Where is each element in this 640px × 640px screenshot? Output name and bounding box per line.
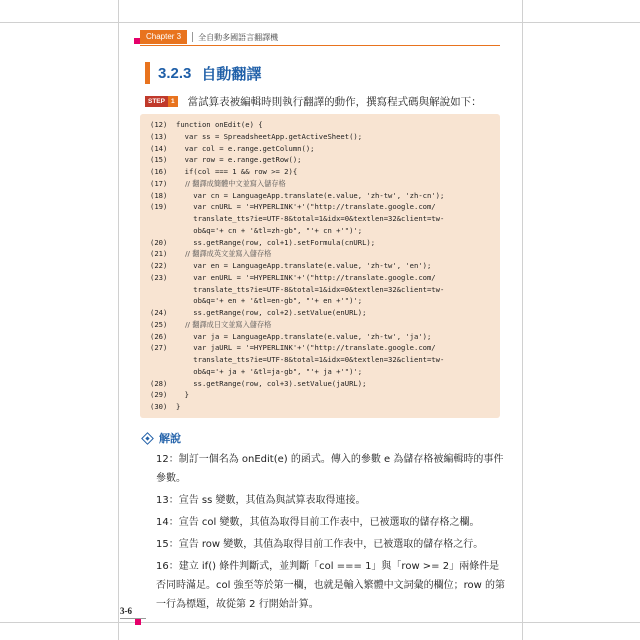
code-line <box>150 378 444 390</box>
code-line-number: (16) <box>150 167 168 176</box>
code-line <box>150 307 444 319</box>
code-line-number: (23) <box>150 272 168 282</box>
code-line <box>150 213 444 225</box>
code-line <box>150 237 444 249</box>
code-text: var cn = LanguageApp.translate(e.value, 'zh-tw', 'zh-cn'); <box>176 190 445 200</box>
explanation-item: 15：宣告 row 變數，其值為取得目前工作表中，已被選取的儲存格之行。 <box>156 539 484 550</box>
code-line <box>150 389 444 401</box>
code-line-number <box>150 225 176 237</box>
header-separator <box>192 32 193 42</box>
code-text: function onEdit(e) { <box>176 120 263 129</box>
step-text: 當試算表被編輯時則執行翻譯的動作，撰寫程式碼與解說如下： <box>187 96 482 108</box>
header-rule <box>140 45 500 46</box>
code-text: var enURL = '=HYPERLINK'+'("http://translate.google.com/ <box>176 272 436 282</box>
code-line <box>150 342 444 354</box>
running-header <box>140 30 278 44</box>
code-line-number: (29) <box>150 390 168 400</box>
code-line-number: (18) <box>150 190 168 200</box>
code-line-number: (15) <box>150 155 168 165</box>
code-line-number: (27) <box>150 343 168 353</box>
code-line-number: (20) <box>150 237 168 247</box>
frame-line-bottom <box>0 622 640 623</box>
code-line <box>150 178 444 190</box>
code-text: var row = e.range.getRow(); <box>176 155 302 165</box>
code-line <box>150 190 444 202</box>
crop-mark-bottom <box>135 619 141 625</box>
code-text: ss.getRange(row, col+1).setFormula(cnURL); <box>176 237 376 247</box>
code-line <box>150 248 444 260</box>
code-line-number <box>150 213 176 225</box>
code-text: if(col === 1 && row >= 2){ <box>176 167 298 176</box>
code-text: ss.getRange(row, col+3).setValue(jaURL); <box>176 378 367 388</box>
code-listing <box>150 119 444 413</box>
section-bar <box>145 62 150 84</box>
code-text: var en = LanguageApp.translate(e.value, 'zh-tw', 'en'); <box>176 261 432 270</box>
explanation-heading <box>141 430 181 446</box>
code-line-number <box>150 354 176 366</box>
frame-line-right <box>522 0 523 640</box>
code-text: ob&q='+ en + '&tl=en-gb", "'+ en +'")'; <box>176 296 363 306</box>
page-number: 3-6 <box>120 606 132 616</box>
code-text: } <box>176 390 189 400</box>
chapter-tag: Chapter 3 <box>140 30 187 44</box>
code-line-number: (22) <box>150 261 168 270</box>
code-line <box>150 331 444 343</box>
header-title: 全自動多國語言翻譯機 <box>198 32 279 42</box>
step-label: STEP <box>145 96 168 107</box>
code-line <box>150 401 444 413</box>
code-line <box>150 272 444 284</box>
code-text: var ss = SpreadsheetApp.getActiveSheet(); <box>176 131 363 141</box>
code-text: var col = e.range.getColumn(); <box>176 143 315 153</box>
explanation-item: 14：宣告 col 變數，其值為取得目前工作表中，已被選取的儲存格之欄。 <box>156 517 480 528</box>
code-line <box>150 295 444 307</box>
code-comment: // 翻譯成日文並寫入儲存格 <box>176 319 272 329</box>
code-text: var ja = LanguageApp.translate(e.value, 'zh-tw', 'ja'); <box>176 331 432 341</box>
code-text: var jaURL = '=HYPERLINK'+'("http://translate.google.com/ <box>176 343 436 353</box>
code-line-number <box>150 366 176 378</box>
code-line <box>150 366 444 378</box>
code-line-number: (30) <box>150 402 168 411</box>
explanation-list <box>156 450 506 617</box>
code-text: ob&q='+ cn + '&tl=zh-gb", "'+ cn +'")'; <box>176 225 363 235</box>
code-line <box>150 225 444 237</box>
code-text: ob&q='+ ja + '&tl=ja-gb", "'+ ja +'")'; <box>176 366 363 376</box>
explanation-item: 16：建立 if() 條件判斷式，並判斷「col === 1」與「row >= 2」兩條件是否同時滿足。col 強至等於第一欄，也就是輸入繁體中文詞彙的欄位；row 的第一行為標題，故從第 2 行開始計算。 <box>156 561 505 610</box>
code-line-number: (14) <box>150 143 168 153</box>
section-title: 自動翻譯 <box>201 64 262 83</box>
code-text: translate_tts?ie=UTF-8&total=1&idx=0&textlen=32&client=tw- <box>176 355 445 364</box>
code-text: var cnURL = '=HYPERLINK'+'("http://translate.google.com/ <box>176 202 436 212</box>
code-line-number <box>150 295 176 307</box>
code-line <box>150 119 444 131</box>
code-line-number: (19) <box>150 202 168 212</box>
code-comment: // 翻譯成英文並寫入儲存格 <box>176 249 272 259</box>
code-line-number: (21) <box>150 249 168 259</box>
code-comment: // 翻譯成簡體中文並寫入儲存格 <box>176 178 286 188</box>
explanation-item: 13：宣告 ss 變數，其值為與試算表取得連接。 <box>156 495 366 506</box>
code-line <box>150 260 444 272</box>
code-text: } <box>176 402 181 411</box>
frame-line-top <box>0 22 640 23</box>
code-text: ss.getRange(row, col+2).setValue(enURL); <box>176 308 367 317</box>
code-line <box>150 143 444 155</box>
code-line-number: (12) <box>150 120 168 129</box>
diamond-icon <box>141 432 154 445</box>
page-number-rule <box>120 618 146 619</box>
explanation-title: 解說 <box>159 432 181 445</box>
code-line-number: (13) <box>150 131 168 141</box>
code-line-number <box>150 284 176 296</box>
code-line <box>150 319 444 331</box>
code-line <box>150 201 444 213</box>
code-line-number: (28) <box>150 378 168 388</box>
code-line-number: (26) <box>150 331 168 341</box>
explanation-item: 12：制訂一個名為 onEdit(e) 的函式。傳入的參數 e 為儲存格被編輯時的事件參數。 <box>156 454 504 484</box>
step-row <box>145 94 482 109</box>
section-heading <box>145 62 261 84</box>
step-badge <box>145 96 178 107</box>
code-line-number: (25) <box>150 319 168 329</box>
code-line <box>150 284 444 296</box>
code-text: translate_tts?ie=UTF-8&total=1&idx=0&textlen=32&client=tw- <box>176 284 445 294</box>
frame-line-left <box>118 0 119 640</box>
code-line <box>150 166 444 178</box>
code-line-number: (17) <box>150 178 168 188</box>
code-line-number: (24) <box>150 308 168 317</box>
code-text: translate_tts?ie=UTF-8&total=1&idx=0&textlen=32&client=tw- <box>176 214 445 223</box>
section-number: 3.2.3 <box>158 64 192 82</box>
code-line <box>150 154 444 166</box>
code-line <box>150 131 444 143</box>
step-number: 1 <box>168 96 178 107</box>
code-line <box>150 354 444 366</box>
